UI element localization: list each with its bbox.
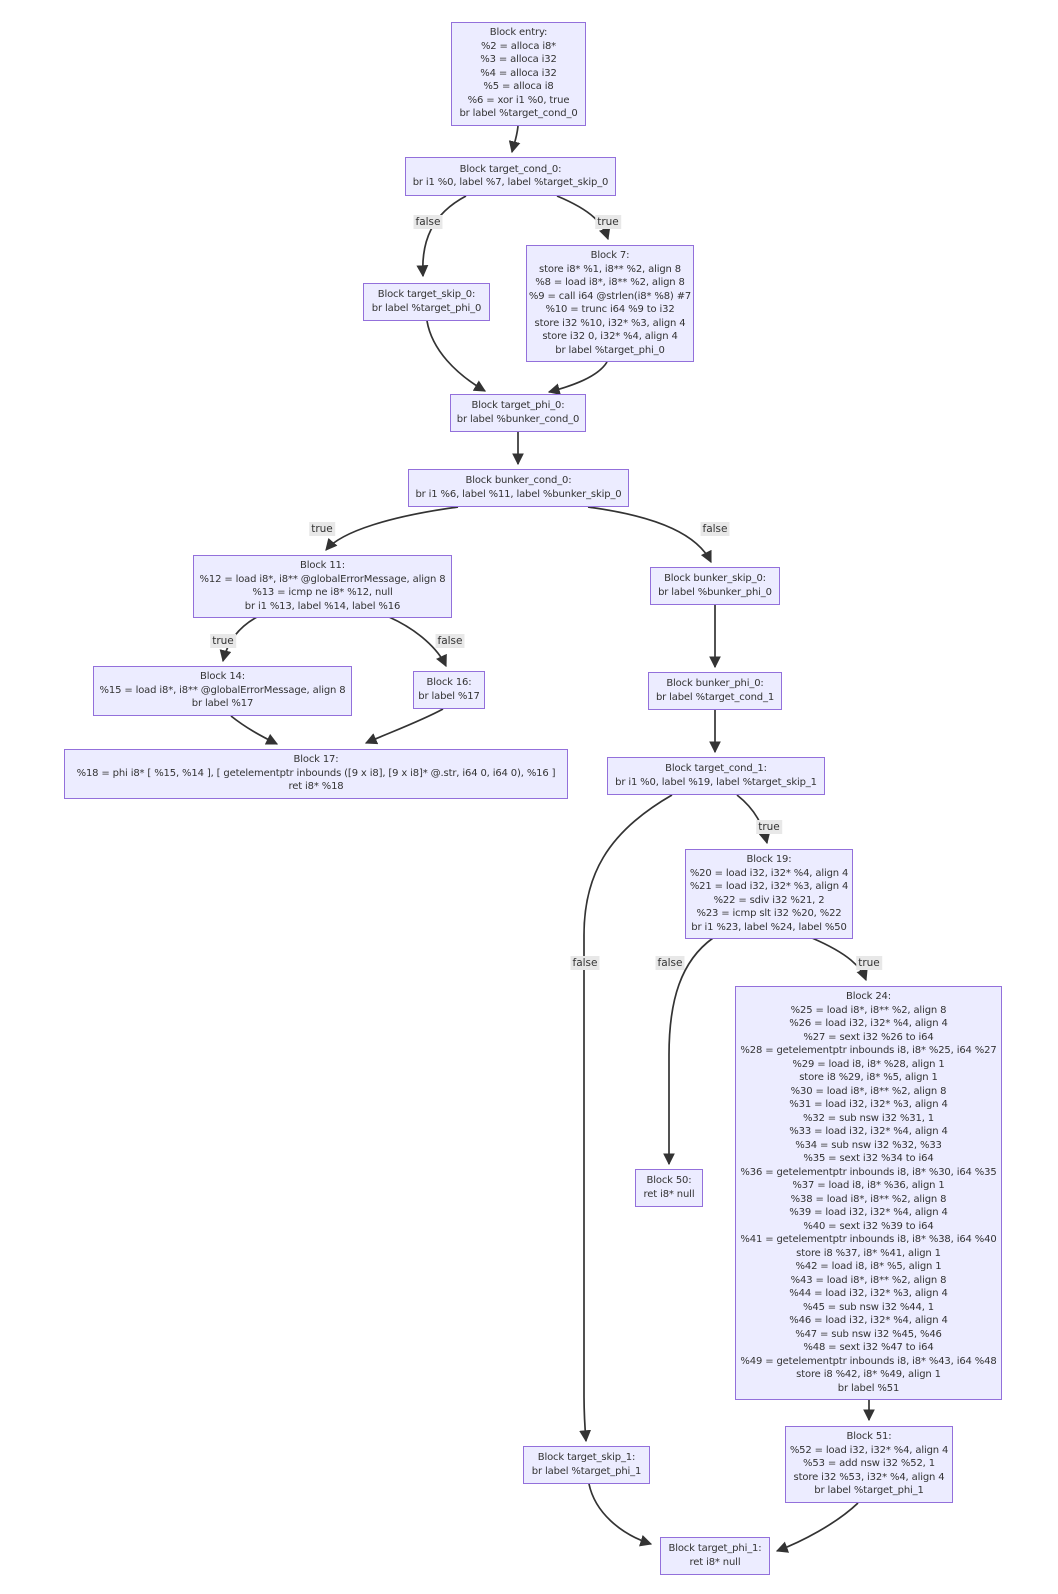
edge-label-false: false: [702, 523, 728, 535]
block-51-node: [785, 1426, 953, 1503]
ir-line: br i1 %23, label %24, label %50: [691, 921, 847, 933]
block-title: Block entry:: [489, 27, 548, 39]
ir-line: store i32 %10, i32* %3, align 4: [534, 317, 686, 329]
block-title: Block 7:: [590, 250, 630, 261]
edge-block-19-false-to-block-50: [669, 938, 713, 1164]
ir-line: store i8 %42, i8* %49, align 1: [796, 1369, 941, 1380]
ir-line: store i32 0, i32* %4, align 4: [542, 331, 678, 342]
block-19-node: [685, 849, 853, 939]
block-body: [740, 1004, 996, 1396]
ir-line: %40 = sext i32 %39 to i64: [803, 1220, 934, 1232]
ir-line: br label %target_cond_1: [655, 691, 775, 703]
block-title: Block target_cond_1:: [665, 763, 767, 774]
edge-block-7-to-target-phi-0: [549, 362, 607, 392]
edge-bunker-cond-0-false-to-bunker-skip-0: [588, 507, 711, 562]
ir-line: %44 = load i32, i32* %3, align 4: [789, 1288, 948, 1299]
ir-line: %43 = load i8*, i8** %2, align 8: [790, 1274, 947, 1286]
ir-line: %9 = call i64 @strlen(i8* %8) #7: [528, 290, 692, 302]
block-body: [415, 488, 621, 502]
edge-label-true: true: [212, 635, 234, 647]
ir-line: %15 = load i8*, i8** @globalErrorMessage, align 8: [99, 684, 346, 696]
ir-line: br i1 %13, label %14, label %16: [244, 600, 401, 612]
ir-line: %25 = load i8*, i8** %2, align 8: [790, 1004, 947, 1016]
block-bunker-cond-0-node: [408, 469, 629, 507]
ir-line: %42 = load i8, i8* %5, align 1: [795, 1261, 942, 1272]
ir-line: br label %51: [837, 1382, 900, 1394]
edge-label-true: true: [758, 821, 780, 833]
block-title: Block 51:: [846, 1431, 892, 1443]
block-body: [100, 684, 346, 711]
block-title: Block 19:: [746, 854, 792, 865]
ir-line: store i32 %53, i32* %4, align 4: [793, 1471, 945, 1483]
ir-line: %33 = load i32, i32* %4, align 4: [789, 1126, 948, 1137]
ir-line: br label %target_phi_1: [531, 1465, 642, 1477]
ir-line: %52 = load i32, i32* %4, align 4: [789, 1444, 949, 1456]
block-body: [457, 413, 579, 427]
edge-label-true: true: [311, 523, 333, 535]
ir-line: ret i8* %18: [288, 781, 344, 792]
ir-line: br label %bunker_phi_0: [658, 586, 772, 598]
block-body: [690, 1556, 741, 1570]
ir-line: %36 = getelementptr inbounds i8, i8* %30, i64 %35: [740, 1166, 997, 1178]
ir-line: %38 = load i8*, i8** %2, align 8: [790, 1193, 947, 1205]
ir-line: %10 = trunc i64 %9 to i32: [545, 304, 675, 315]
block-target-phi-0-node: [450, 394, 586, 432]
ir-line: br label %bunker_cond_0: [456, 413, 580, 425]
ir-line: %48 = sext i32 %47 to i64: [803, 1342, 934, 1353]
block-24-node: [735, 986, 1002, 1400]
edge-label-false: false: [415, 216, 441, 228]
block-body: [644, 1188, 695, 1202]
block-target-skip-0-node: [363, 283, 490, 321]
edge-target-skip-1-to-target-phi-1: [589, 1484, 651, 1544]
block-title: Block 16:: [426, 677, 472, 688]
block-entry-node: [451, 22, 586, 126]
block-title: Block 17:: [293, 754, 339, 765]
block-target-cond-1-node: [607, 757, 825, 795]
edge-target-cond-1-true-to-block-19: [737, 795, 767, 843]
edge-entry-to-target-cond-0: [512, 126, 518, 152]
ir-line: %20 = load i32, i32* %4, align 4: [689, 867, 849, 879]
ir-line: %18 = phi i8* [ %15, %14 ], [ getelementptr inbounds ([9 x i8], [9 x i8]* @.str, i64 0, i64 0), %16 ]: [76, 767, 556, 779]
ir-line: %27 = sext i32 %26 to i64: [803, 1031, 934, 1043]
ir-line: %37 = load i8, i8* %36, align 1: [792, 1180, 945, 1191]
block-body: [615, 776, 817, 790]
block-bunker-skip-0-node: [650, 567, 780, 605]
block-11-node: [193, 555, 452, 618]
block-target-phi-1-node: [660, 1537, 770, 1575]
edge-block-14-to-block-17: [231, 716, 277, 744]
ir-line: %29 = load i8, i8* %28, align 1: [792, 1058, 945, 1070]
ir-line: store i8 %29, i8* %5, align 1: [799, 1072, 938, 1083]
ir-line: %5 = alloca i8: [483, 81, 554, 93]
block-title: Block 11:: [300, 560, 345, 571]
block-title: Block bunker_skip_0:: [664, 573, 766, 584]
block-body: [790, 1444, 948, 1498]
block-title: Block target_skip_0:: [377, 289, 476, 300]
ir-line: %8 = load i8*, i8** %2, align 8: [535, 277, 685, 288]
edge-target-cond-0-false-to-target-skip-0: [423, 196, 466, 276]
ir-line: %23 = icmp slt i32 %20, %22: [696, 908, 842, 919]
ir-line: %53 = add nsw i32 %52, 1: [803, 1458, 935, 1470]
ir-line: %28 = getelementptr inbounds i8, i8* %25, i64 %27: [740, 1045, 997, 1056]
block-title: Block target_cond_0:: [459, 163, 562, 175]
edge-target-skip-0-to-target-phi-0: [427, 321, 485, 391]
block-bunker-phi-0-node: [648, 672, 782, 710]
edge-target-cond-1-false-to-target-skip-1: [584, 795, 672, 1441]
ir-line: ret i8* null: [643, 1188, 695, 1200]
ir-line: br label %17: [418, 690, 480, 702]
block-body: [529, 263, 691, 358]
block-target-skip-1-node: [523, 1446, 650, 1484]
edge-block-51-to-target-phi-1: [777, 1503, 858, 1551]
ir-line: br label %target_cond_0: [459, 108, 578, 120]
ir-line: %26 = load i32, i32* %4, align 4: [789, 1018, 948, 1029]
ir-line: %46 = load i32, i32* %4, align 4: [789, 1315, 948, 1326]
ir-line: br i1 %0, label %7, label %target_skip_0: [412, 177, 609, 188]
ir-line: %31 = load i32, i32* %3, align 4: [789, 1099, 948, 1110]
block-7-node: [526, 245, 694, 362]
block-body: [372, 302, 481, 316]
ir-line: %12 = load i8*, i8** @globalErrorMessage, align 8: [199, 573, 446, 585]
block-body: [656, 691, 774, 705]
block-title: Block 24:: [846, 991, 891, 1002]
ir-line: %22 = sdiv i32 %21, 2: [713, 894, 825, 906]
ir-line: %2 = alloca i8*: [480, 40, 557, 52]
block-title: Block target_phi_0:: [471, 400, 565, 411]
block-17-node: [64, 749, 568, 799]
ir-line: br i1 %6, label %11, label %bunker_skip_0: [415, 488, 622, 500]
ir-line: %39 = load i32, i32* %4, align 4: [789, 1207, 948, 1218]
ir-line: %3 = alloca i32: [480, 54, 557, 66]
ir-line: br label %target_phi_0: [555, 344, 665, 356]
block-16-node: [413, 671, 485, 709]
ir-line: %49 = getelementptr inbounds i8, i8* %43, i64 %48: [740, 1355, 997, 1367]
block-title: Block bunker_phi_0:: [666, 678, 764, 689]
ir-line: %34 = sub nsw i32 %32, %33: [795, 1139, 942, 1151]
ir-line: %4 = alloca i32: [480, 67, 557, 79]
ir-line: %30 = load i8*, i8** %2, align 8: [790, 1085, 947, 1097]
edge-label-false: false: [657, 957, 683, 969]
edge-label-true: true: [597, 216, 619, 228]
block-body: [690, 867, 848, 935]
block-title: Block bunker_cond_0:: [465, 475, 572, 486]
block-title: Block target_phi_1:: [668, 1543, 762, 1554]
block-title: Block target_skip_1:: [537, 1452, 636, 1463]
edge-bunker-cond-0-true-to-block-11: [326, 507, 458, 550]
block-body: [658, 586, 772, 600]
block-target-cond-0-node: [405, 157, 616, 196]
block-body: [532, 1465, 641, 1479]
ir-line: %47 = sub nsw i32 %45, %46: [795, 1328, 942, 1340]
ir-line: br label %target_phi_1: [814, 1485, 924, 1497]
edge-label-false: false: [437, 635, 463, 647]
block-50-node: [635, 1169, 703, 1207]
block-body: [200, 573, 446, 614]
edge-block-16-to-block-17: [366, 709, 443, 743]
edge-label-true: true: [858, 957, 880, 969]
block-body: [413, 176, 609, 190]
ir-line: br label %target_phi_0: [371, 302, 482, 314]
block-body: [459, 40, 577, 121]
ir-line: %41 = getelementptr inbounds i8, i8* %38, i64 %40: [740, 1234, 997, 1245]
ir-line: %13 = icmp ne i8* %12, null: [252, 587, 393, 598]
edge-label-false: false: [572, 957, 598, 969]
ir-line: %32 = sub nsw i32 %31, 1: [803, 1112, 934, 1124]
ir-line: store i8* %1, i8** %2, align 8: [539, 263, 681, 275]
block-title: Block 14:: [200, 671, 245, 683]
ir-line: br i1 %0, label %19, label %target_skip_1: [615, 776, 817, 788]
block-body: [418, 690, 479, 704]
ir-line: store i8 %37, i8* %41, align 1: [796, 1247, 941, 1259]
ir-line: %21 = load i32, i32* %3, align 4: [689, 881, 849, 892]
block-body: [77, 767, 556, 794]
block-14-node: [93, 666, 352, 716]
ir-line: ret i8* null: [689, 1556, 741, 1568]
ir-line: %45 = sub nsw i32 %44, 1: [803, 1301, 934, 1313]
ir-line: br label %17: [191, 698, 254, 710]
ir-line: %35 = sext i32 %34 to i64: [803, 1153, 934, 1164]
ir-line: %6 = xor i1 %0, true: [467, 94, 570, 106]
block-title: Block 50:: [646, 1175, 692, 1186]
